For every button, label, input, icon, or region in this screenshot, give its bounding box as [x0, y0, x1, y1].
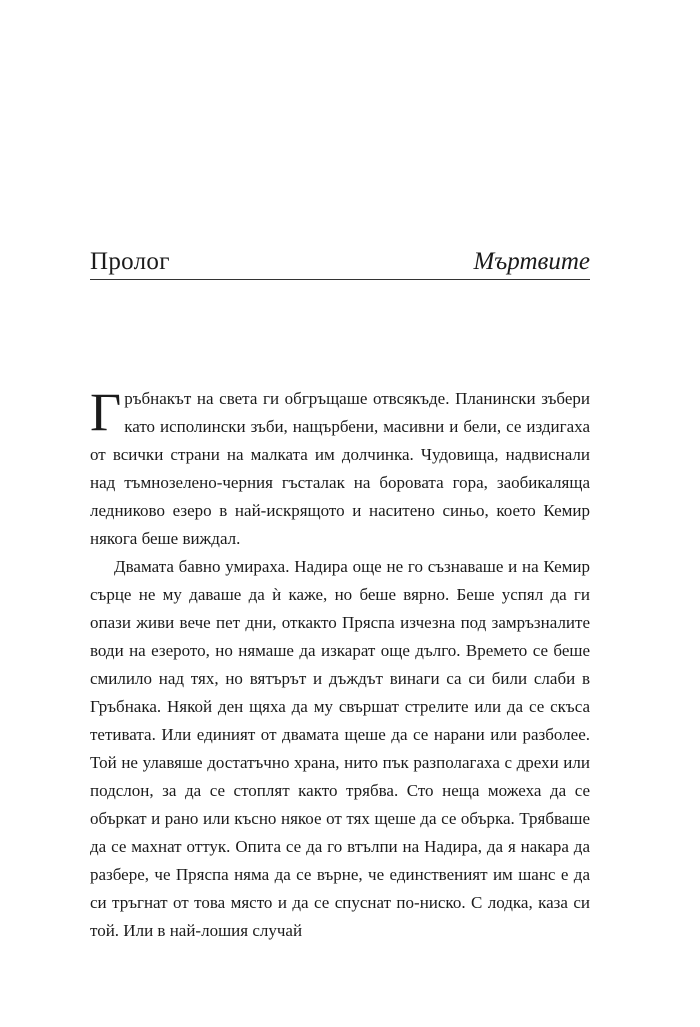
chapter-divider	[90, 279, 590, 280]
paragraph-1: Гръбнакът на света ги обгръщаше отвсякъде. Планински зъбери като исполински зъби, нащърбени, масивни и бели, се издигаха от всички страни на малката им долчинка. Чудовища, надвиснали над тъмнозелено-черния гъсталак на боровата гора, заобикаляща ледниково езеро в най-искрящото и наситено синьо, което Кемир някога беше виждал.	[90, 382, 590, 548]
chapter-label: Пролог	[90, 248, 170, 275]
chapter-title: Мъртвите	[473, 248, 590, 275]
body-text	[90, 382, 590, 945]
chapter-header	[90, 246, 590, 278]
paragraph-2: Двамата бавно умираха. Надира още не го съзнаваше и на Кемир сърце не му даваше да ѝ каже, но беше вярно. Беше успял да ги опази живи вече пет дни, откакто Пряспа изчезна под замръзналите води на езерото, но нямаше да изкарат още дълго. Времето се беше смилило над тях, но вятърът и дъждът винаги са си били слаби в Гръбнака. Някой ден щяха да му свършат стрелите или да се скъса тетивата. Или единият от двамата щеше да се нарани или разболее. Той не улавяше достатъчно храна, нито пък разполагаха с дрехи или подслон, за да се стоплят както трябва. Сто неща можеха да се объркат и рано или късно някое от тях щеше да се обърка. Трябваше да се махнат оттук. Опита се да го втълпи на Надира, да я накара да разбере, че Пряспа няма да се върне, че единственият им шанс е да си тръгнат от това място и да се спуснат по-ниско. С лодка, каза си той. Или в най-лошия случай	[90, 557, 590, 940]
